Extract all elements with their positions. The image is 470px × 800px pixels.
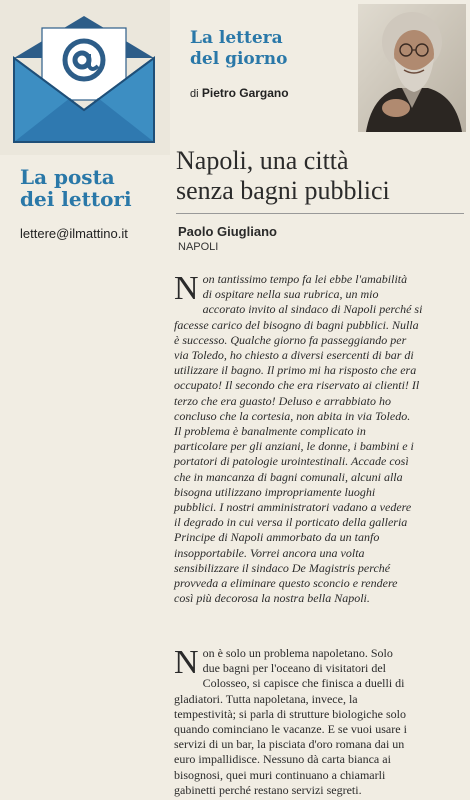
letter-line: Principe di Napoli ammorbato da un tanfo [174,530,380,545]
headline-line1: Napoli, una città [176,146,349,175]
columnist-byline [190,86,289,100]
column-title [190,28,287,70]
letter-author: Paolo Giugliano [178,224,277,239]
column-title-line2: del giorno [190,49,288,69]
article-headline [176,146,466,206]
headline-divider [176,213,464,214]
letter-line: on tantissimo tempo fa lei ebbe l'amabilità [202,272,408,286]
reply-line: euro impallidisce. Nessuno dà carta bianca ai [174,752,391,767]
section-title-line1: La posta [20,165,115,189]
reply-line: servizi di un bar, la pisciata d'oro romana dai un [174,737,405,752]
letter-line: insopportabile. Vorrei ancora una volta [174,545,365,560]
letter-line: facesse carico del bisogno di bagni pubblici. Nulla [174,317,419,332]
letter-line: è successo. Qualche giorno fa passeggiando per [174,332,407,347]
letter-line: sensibilizzare il sindaco De Magistris perché [174,560,391,575]
section-title [20,166,165,210]
reply-line: bisognosi, quei muri continuano a chiamarli [174,767,386,782]
letter-line: terzo che era guasto! Deluso e arrabbiato ho [174,393,391,408]
contact-email-link[interactable]: lettere@ilmattino.it [20,226,128,241]
column-title-line1: La lettera [190,28,283,48]
envelope-at-icon [8,14,160,146]
letter-line: provveda a eliminare questo sconcio e rendere [174,576,398,591]
letter-city: NAPOLI [178,241,219,253]
letter-line: particolare per gli anziani, le donne, i bambini e i [174,439,414,454]
letter-line: concluso che la cortesia, non abita in via Toledo. [174,408,411,423]
letter-line: pubblici. I nostri amministratori vadano a vedere [174,500,412,515]
letter-line: portatori di patologie urointestinali. Accade così [174,454,409,469]
section-title-line2: dei lettori [20,187,132,211]
letter-line: il degrado in cui versa il porticato della galleria [174,515,408,530]
byline-name: Pietro Gargano [201,86,289,100]
reply-line: quando cominciano le vacanze. E se vuoi usare i [174,722,407,737]
letter-line: di ospitare nella sua rubrica, un mio [202,287,379,302]
reply-line: Colosseo, si capisce che finisca a duelli di [202,676,405,691]
letter-line: occupato! Il secondo che era riservato ai clienti! Il [174,378,420,393]
letter-line: bisogna utilizzano impropriamente luoghi [174,484,376,499]
reply-dropcap: N [174,644,199,681]
letter-line: accorato invito al sindaco di Napoli perché si [202,302,423,317]
letter-line: così più decorosa la nostra bella Napoli. [174,591,370,606]
headline-line2: senza bagni pubblici [176,176,390,205]
reply-line: due bagni per l'oceano di visitatori del [202,661,387,676]
letter-dropcap: N [174,270,199,307]
letter-line: utilizzare il bagno. Il primo mi ha risposto che era [174,363,417,378]
author-portrait [358,4,466,132]
reader-letter-body [174,272,466,606]
reply-line: gladiatori. Tutta napoletana, invece, la [174,691,358,706]
reply-line: on è solo un problema napoletano. Solo [202,646,393,660]
editor-reply-body [174,646,466,798]
letter-line: via Toledo, ho chiesto a diversi esercenti di bar di [174,348,414,363]
letter-line: che in mancanza di bagni comunali, alcuni alla [174,469,403,484]
reply-line: gabinetti perché restano servizi segreti. [174,782,362,797]
reply-line: tempestività; si parla di strutture biologiche solo [174,706,406,721]
byline-prefix: di [190,88,199,100]
letter-line: Il problema è banalmente complicato in [174,424,366,439]
